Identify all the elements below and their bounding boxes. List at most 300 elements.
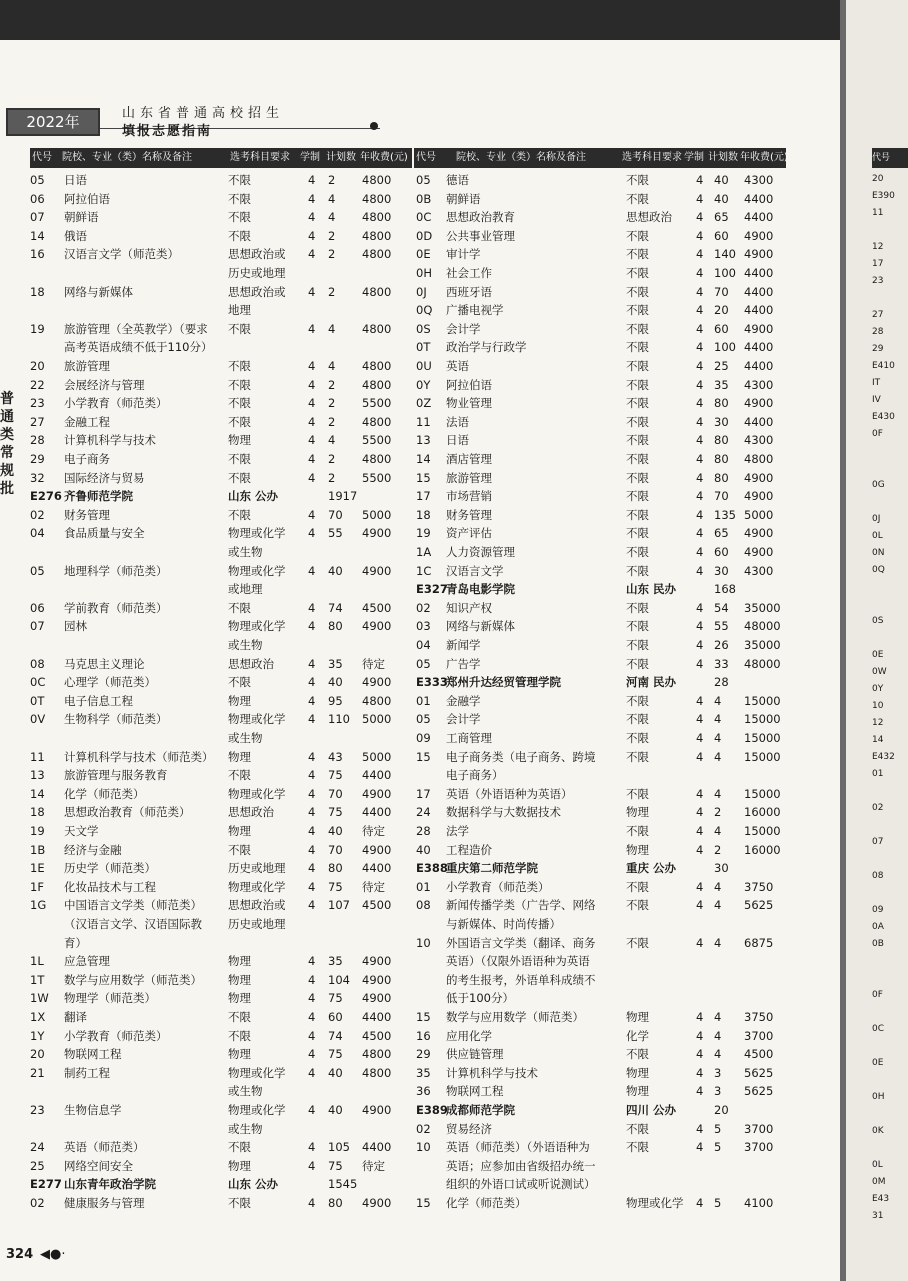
- row-years: 4: [308, 321, 316, 336]
- row-years: 4: [696, 321, 704, 336]
- row-name: 与新媒体、时尚传播）: [446, 917, 561, 931]
- row-plan: 70: [328, 842, 343, 857]
- row-fee: 4400: [744, 414, 774, 429]
- row-subject: 不限: [228, 321, 251, 336]
- next-page-code: 0M: [872, 1177, 886, 1187]
- row-plan: 20: [714, 1103, 729, 1117]
- row-years: 4: [308, 1010, 316, 1024]
- row-fee: 4800: [744, 452, 774, 466]
- next-page-code: [872, 221, 908, 238]
- row-years: 4: [696, 1010, 704, 1024]
- side-char: 规: [0, 463, 14, 479]
- row-plan: 35: [714, 377, 729, 392]
- row-subject: 不限: [626, 619, 649, 634]
- row-years: 4: [696, 396, 704, 411]
- row-plan: 60: [714, 228, 729, 243]
- row-code: 19: [30, 824, 45, 838]
- row-plan: 70: [714, 284, 729, 299]
- row-code: 28: [30, 433, 45, 448]
- row-name: 英语（师范类）: [64, 1140, 145, 1155]
- row-plan: 40: [328, 824, 343, 838]
- row-plan: 60: [714, 321, 729, 336]
- row-years: 4: [308, 433, 316, 448]
- row-subject: 不限: [228, 1196, 251, 1210]
- next-page-code: [872, 952, 908, 969]
- row-name: 数学与应用数学（师范类）: [446, 1010, 584, 1024]
- col-years: 学制: [300, 152, 320, 163]
- next-page-code: E432: [872, 752, 895, 762]
- row-code: 10: [416, 935, 431, 950]
- row-name: 汉语言文学（师范类）: [64, 247, 179, 262]
- row-code: 1A: [416, 545, 432, 559]
- row-years: 4: [696, 545, 704, 559]
- row-name: 会展经济与管理: [64, 377, 145, 392]
- row-code: 1Y: [30, 1028, 45, 1043]
- row-fee: 4900: [362, 786, 392, 801]
- row-fee: 15000: [744, 749, 781, 764]
- row-years: 4: [696, 191, 704, 206]
- row-subject: 不限: [626, 173, 649, 187]
- row-plan: 2: [328, 452, 336, 466]
- row-plan: 80: [714, 452, 729, 466]
- row-fee: 5625: [744, 1084, 774, 1099]
- row-years: 4: [696, 414, 704, 429]
- row-code: 0Q: [416, 303, 433, 318]
- row-name: 资产评估: [446, 526, 492, 541]
- row-subject: 不限: [626, 1121, 649, 1136]
- row-years: 4: [308, 414, 316, 429]
- row-subject: 物理或化学: [228, 879, 286, 894]
- row-code: 02: [416, 600, 431, 615]
- row-name: 审计学: [446, 247, 481, 262]
- row-name: 广播电视学: [446, 303, 504, 318]
- row-name: 健康服务与管理: [64, 1196, 145, 1210]
- row-name: 计算机科学与技术（师范类）: [64, 749, 214, 764]
- row-fee: 待定: [362, 1158, 385, 1173]
- next-page-code: 01: [872, 769, 884, 779]
- row-code: E327: [416, 582, 448, 597]
- row-name: 高考英语成绩不低于110分）: [64, 340, 213, 355]
- row-name: 网络空间安全: [64, 1158, 133, 1173]
- row-plan: 43: [328, 749, 343, 764]
- row-subject: 或地理: [228, 582, 263, 597]
- row-name: 财务管理: [64, 507, 110, 522]
- row-subject: 不限: [626, 1140, 649, 1155]
- row-plan: 35: [328, 656, 343, 671]
- row-plan: 2: [328, 470, 336, 485]
- row-code: 18: [30, 284, 45, 299]
- row-code: 0V: [30, 712, 46, 727]
- row-name: 低于100分）: [446, 991, 514, 1006]
- next-page-code: [872, 629, 908, 646]
- row-fee: 4900: [362, 1196, 392, 1210]
- row-years: 4: [308, 452, 316, 466]
- row-fee: 4800: [362, 210, 392, 225]
- row-code: 0D: [416, 228, 433, 243]
- row-name: 阿拉伯语: [64, 191, 110, 206]
- row-name: 应用化学: [446, 1028, 492, 1043]
- row-fee: 4900: [744, 470, 774, 485]
- row-subject: 或生物: [228, 1121, 263, 1136]
- row-fee: 48000: [744, 619, 781, 634]
- row-subject: 不限: [626, 935, 649, 950]
- row-plan: 105: [328, 1140, 350, 1155]
- row-plan: 4: [714, 712, 722, 727]
- row-years: 4: [696, 359, 704, 373]
- row-years: 4: [308, 619, 316, 634]
- row-plan: 40: [328, 675, 343, 690]
- row-years: 4: [308, 842, 316, 857]
- row-years: 4: [308, 712, 316, 727]
- row-plan: 4: [714, 935, 722, 950]
- page-number: 324: [6, 1247, 34, 1262]
- row-code: 07: [30, 210, 45, 225]
- next-page-code: 0Q: [872, 565, 885, 575]
- next-page-code: [872, 578, 908, 595]
- row-name: 网络与新媒体: [64, 284, 133, 299]
- row-subject: 物理: [626, 805, 649, 820]
- row-name: 西班牙语: [446, 284, 492, 299]
- row-years: 4: [308, 1196, 316, 1210]
- row-code: 14: [30, 228, 45, 243]
- row-subject: 河南 民办: [626, 675, 677, 690]
- row-plan: 30: [714, 414, 729, 429]
- row-fee: 4900: [362, 526, 392, 541]
- row-years: 4: [696, 340, 704, 355]
- next-page-code: 0G: [872, 480, 885, 490]
- row-fee: 4900: [362, 842, 392, 857]
- row-fee: 15000: [744, 786, 781, 801]
- row-subject: 物理: [626, 1065, 649, 1080]
- row-subject: 不限: [626, 433, 649, 448]
- row-years: 4: [308, 396, 316, 411]
- row-years: 4: [308, 600, 316, 615]
- row-subject: 不限: [228, 600, 251, 615]
- row-plan: 40: [714, 191, 729, 206]
- row-years: 4: [308, 675, 316, 690]
- row-fee: 3750: [744, 1010, 774, 1024]
- row-name: 计算机科学与技术: [64, 433, 156, 448]
- row-subject: 重庆 公办: [626, 861, 677, 876]
- table-header-right: [414, 148, 786, 168]
- row-fee: 3700: [744, 1121, 774, 1136]
- row-years: 4: [696, 786, 704, 801]
- row-fee: 4400: [744, 266, 774, 280]
- row-subject: 不限: [626, 284, 649, 299]
- next-page-code: 14: [872, 735, 884, 745]
- row-fee: 4900: [744, 489, 774, 504]
- row-code: 19: [30, 321, 45, 336]
- row-years: 4: [308, 191, 316, 206]
- row-code: 20: [30, 1047, 45, 1062]
- row-years: 4: [308, 824, 316, 838]
- next-page-code: 29: [872, 344, 884, 354]
- row-name: 物联网工程: [446, 1084, 504, 1099]
- row-name: 马克思主义理论: [64, 656, 145, 671]
- row-name: 数据科学与大数据技术: [446, 805, 561, 820]
- row-code: 29: [416, 1047, 431, 1062]
- row-fee: 4900: [744, 321, 774, 336]
- row-name: 小学教育（师范类）: [64, 396, 168, 411]
- side-char: 普: [0, 391, 14, 407]
- row-years: 4: [308, 563, 316, 578]
- row-plan: 80: [714, 433, 729, 448]
- row-code: 02: [30, 1196, 45, 1210]
- row-code: 28: [416, 824, 431, 838]
- row-plan: 70: [714, 489, 729, 504]
- row-years: 4: [308, 228, 316, 243]
- row-plan: 135: [714, 507, 736, 522]
- row-subject: 不限: [626, 191, 649, 206]
- row-plan: 60: [328, 1010, 343, 1024]
- row-plan: 4: [714, 1010, 722, 1024]
- row-plan: 4: [328, 359, 336, 373]
- row-code: 17: [416, 786, 431, 801]
- row-name: 法语: [446, 414, 469, 429]
- next-page-code: [872, 1037, 908, 1054]
- row-name: 旅游管理与服务教育: [64, 768, 168, 783]
- next-page-code: 31: [872, 1211, 884, 1221]
- row-plan: 55: [714, 619, 729, 634]
- next-page-code: IT: [872, 378, 881, 388]
- row-plan: 2: [328, 414, 336, 429]
- row-code: 10: [416, 1140, 431, 1155]
- row-years: 4: [308, 507, 316, 522]
- next-page-code: 0L: [872, 531, 883, 541]
- row-code: 14: [416, 452, 431, 466]
- row-code: 1X: [30, 1010, 46, 1024]
- row-code: 05: [30, 563, 45, 578]
- row-fee: 待定: [362, 656, 385, 671]
- row-fee: 4900: [362, 563, 392, 578]
- next-page-code: E410: [872, 361, 895, 371]
- row-years: 4: [308, 284, 316, 299]
- row-years: 4: [308, 879, 316, 894]
- row-years: 4: [308, 972, 316, 987]
- row-years: 4: [696, 619, 704, 634]
- row-code: 13: [30, 768, 45, 783]
- row-fee: 4400: [362, 805, 392, 820]
- row-code: E388: [416, 861, 448, 876]
- row-subject: 物理: [228, 433, 251, 448]
- row-fee: 15000: [744, 712, 781, 727]
- row-years: 4: [696, 842, 704, 857]
- row-name: 齐鲁师范学院: [64, 489, 133, 504]
- row-name: （汉语言文学、汉语国际教: [64, 917, 202, 931]
- row-subject: 历史或地理: [228, 861, 286, 876]
- row-name: 德语: [446, 173, 469, 187]
- page-arrow-icon: ◀●·: [40, 1247, 66, 1262]
- next-page-code: 0W: [872, 667, 887, 677]
- row-subject: 物理或化学: [228, 1065, 286, 1080]
- row-subject: 历史或地理: [228, 917, 286, 931]
- row-subject: 物理: [228, 1158, 251, 1173]
- row-fee: 4800: [362, 284, 392, 299]
- row-subject: 不限: [228, 377, 251, 392]
- row-subject: 不限: [626, 228, 649, 243]
- row-code: E333: [416, 675, 448, 690]
- row-subject: 不限: [626, 712, 649, 727]
- row-fee: 4500: [362, 600, 392, 615]
- row-name: 生物科学（师范类）: [64, 712, 168, 727]
- row-subject: 不限: [626, 507, 649, 522]
- row-fee: 16000: [744, 805, 781, 820]
- row-years: 4: [696, 173, 704, 187]
- row-plan: 2: [328, 396, 336, 411]
- row-code: 08: [30, 656, 45, 671]
- row-name: 化妆品技术与工程: [64, 879, 156, 894]
- row-plan: 4: [714, 786, 722, 801]
- row-years: 4: [696, 303, 704, 318]
- row-subject: 不限: [626, 321, 649, 336]
- row-code: E276: [30, 489, 62, 504]
- row-name: 酒店管理: [446, 452, 492, 466]
- row-code: 16: [416, 1028, 431, 1043]
- row-fee: 4400: [744, 284, 774, 299]
- row-plan: 75: [328, 1158, 343, 1173]
- row-code: 24: [30, 1140, 45, 1155]
- row-plan: 5: [714, 1121, 722, 1136]
- col-code: 代号: [416, 152, 436, 163]
- row-subject: 不限: [626, 786, 649, 801]
- row-subject: 物理: [626, 1010, 649, 1024]
- row-fee: 4500: [744, 1047, 774, 1062]
- row-code: 06: [30, 600, 45, 615]
- row-plan: 75: [328, 805, 343, 820]
- row-code: 1F: [30, 879, 44, 894]
- row-name: 小学教育（师范类）: [446, 879, 550, 894]
- row-plan: 168: [714, 582, 736, 597]
- row-name: 中国语言文学类（师范类）: [64, 898, 202, 913]
- row-subject: 不限: [228, 507, 251, 522]
- row-name: 英语；应参加由省级招办统一: [446, 1158, 596, 1173]
- next-page-code: 23: [872, 276, 884, 286]
- row-years: 4: [696, 712, 704, 727]
- row-years: 4: [308, 954, 316, 969]
- row-fee: 3750: [744, 879, 774, 894]
- row-name: 金融学: [446, 693, 481, 708]
- row-code: 15: [416, 1010, 431, 1024]
- row-code: 20: [30, 359, 45, 373]
- row-fee: 35000: [744, 600, 781, 615]
- row-plan: 80: [328, 1196, 343, 1210]
- row-fee: 4400: [744, 191, 774, 206]
- row-years: 4: [308, 1065, 316, 1080]
- row-plan: 5: [714, 1140, 722, 1155]
- next-page-code: 07: [872, 837, 884, 847]
- row-plan: 25: [714, 359, 729, 373]
- row-subject: 不限: [626, 526, 649, 541]
- row-subject: 不限: [626, 693, 649, 708]
- row-subject: 不限: [626, 470, 649, 485]
- row-subject: 历史或地理: [228, 266, 286, 280]
- row-subject: 不限: [228, 842, 251, 857]
- row-years: 4: [696, 433, 704, 448]
- row-plan: 54: [714, 600, 729, 615]
- row-subject: 思想政治或: [228, 247, 286, 262]
- row-code: 35: [416, 1065, 431, 1080]
- row-years: 4: [308, 526, 316, 541]
- row-code: 11: [30, 749, 45, 764]
- row-plan: 35: [328, 954, 343, 969]
- row-fee: 4800: [362, 247, 392, 262]
- row-plan: 74: [328, 1028, 343, 1043]
- row-subject: 化学: [626, 1028, 649, 1043]
- row-subject: 物理: [626, 842, 649, 857]
- next-page-code: 0F: [872, 429, 883, 439]
- row-subject: 不限: [228, 1010, 251, 1024]
- row-plan: 30: [714, 861, 729, 876]
- row-years: 4: [696, 284, 704, 299]
- row-name: 制药工程: [64, 1065, 110, 1080]
- row-name: 金融工程: [64, 414, 110, 429]
- row-fee: 4900: [744, 247, 774, 262]
- row-subject: 物理或化学: [228, 619, 286, 634]
- row-plan: 4: [714, 1047, 722, 1062]
- row-plan: 4: [714, 749, 722, 764]
- row-code: 06: [30, 191, 45, 206]
- row-code: 04: [30, 526, 45, 541]
- side-char: 批: [0, 481, 14, 497]
- row-subject: 不限: [626, 359, 649, 373]
- row-subject: 不限: [626, 266, 649, 280]
- side-char: 常: [0, 445, 14, 461]
- row-fee: 4800: [362, 191, 392, 206]
- row-years: 4: [696, 879, 704, 894]
- row-subject: 山东 公办: [228, 489, 279, 504]
- row-subject: 不限: [626, 656, 649, 671]
- next-page-code: 0Y: [872, 684, 884, 694]
- row-code: 1W: [30, 991, 49, 1006]
- row-name: 会计学: [446, 712, 481, 727]
- row-code: 29: [30, 452, 45, 466]
- row-name: 日语: [64, 173, 87, 187]
- row-fee: 15000: [744, 731, 781, 745]
- row-subject: 物理或化学: [626, 1196, 684, 1210]
- row-subject: 不限: [228, 1028, 251, 1043]
- row-subject: 物理: [228, 991, 251, 1006]
- row-plan: 4: [714, 1028, 722, 1043]
- row-name: 阿拉伯语: [446, 377, 492, 392]
- row-name: 公共事业管理: [446, 228, 515, 243]
- row-subject: 物理: [228, 954, 251, 969]
- row-plan: 40: [328, 1065, 343, 1080]
- row-name: 学前教育（师范类）: [64, 600, 168, 615]
- row-code: 16: [30, 247, 45, 262]
- row-years: 4: [696, 805, 704, 820]
- row-years: 4: [696, 656, 704, 671]
- row-name: 旅游管理（全英教学）（要求: [64, 321, 208, 336]
- row-fee: 4800: [362, 359, 392, 373]
- row-fee: 4800: [362, 1065, 392, 1080]
- next-page-code: E43: [872, 1194, 890, 1204]
- row-code: 23: [30, 396, 45, 411]
- row-code: 01: [416, 879, 431, 894]
- row-code: 09: [416, 731, 431, 745]
- row-name: 政治学与行政学: [446, 340, 527, 355]
- row-fee: 5500: [362, 396, 392, 411]
- row-code: 15: [416, 1196, 431, 1210]
- row-fee: 16000: [744, 842, 781, 857]
- row-code: 05: [30, 173, 45, 187]
- row-code: 0Z: [416, 396, 432, 411]
- row-fee: 15000: [744, 824, 781, 838]
- row-plan: 33: [714, 656, 729, 671]
- row-plan: 40: [328, 1103, 343, 1117]
- row-subject: 不限: [228, 470, 251, 485]
- row-subject: 不限: [228, 768, 251, 783]
- row-name: 国际经济与贸易: [64, 470, 145, 485]
